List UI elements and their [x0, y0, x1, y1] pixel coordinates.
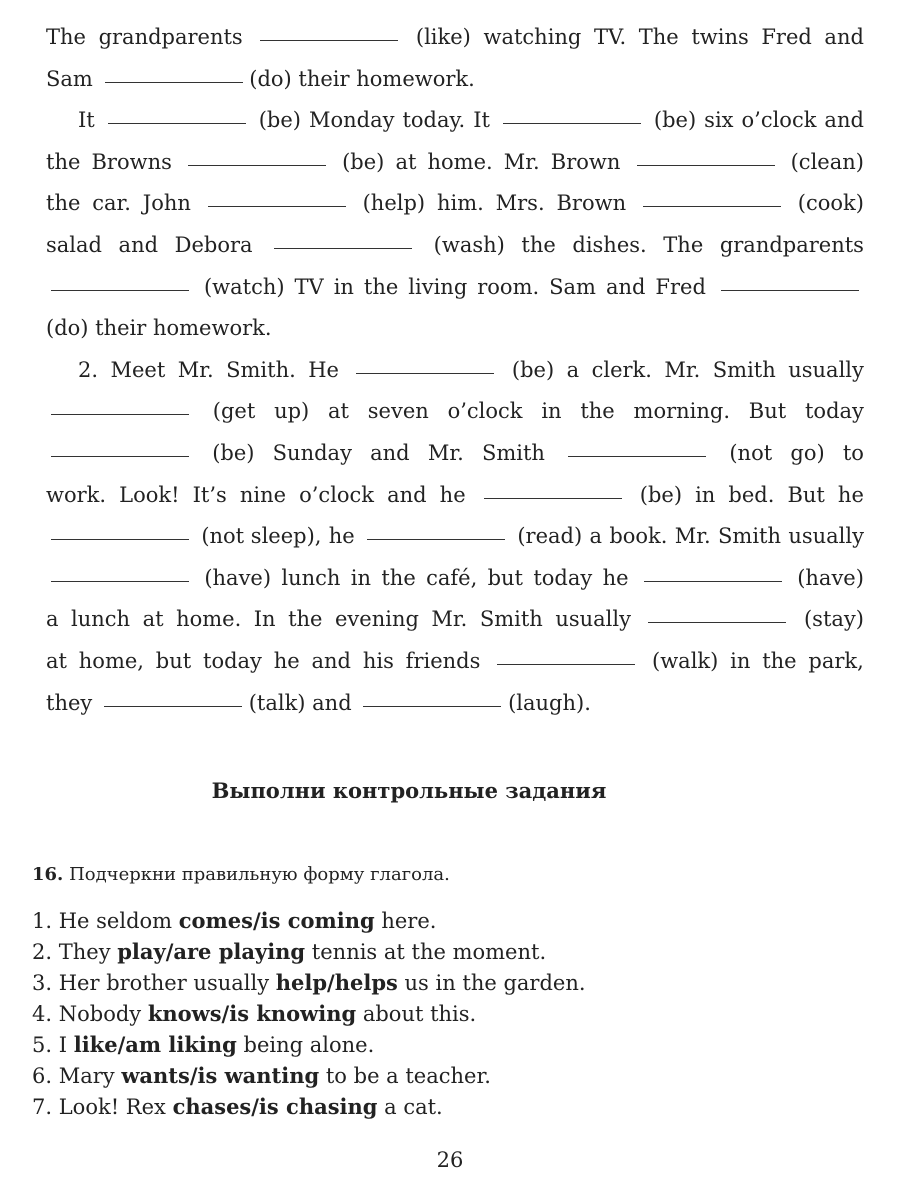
page-number: 26: [436, 1148, 464, 1172]
text-line: [46, 438, 864, 468]
item-text: Mary: [58, 1064, 122, 1088]
word: (have): [797, 565, 864, 590]
answer-blank[interactable]: [637, 164, 775, 166]
word: the: [580, 399, 615, 424]
answer-blank[interactable]: [721, 289, 859, 291]
list-item: [32, 998, 586, 1029]
text-line: [46, 396, 864, 426]
word: at: [328, 399, 349, 424]
list-item: [32, 1060, 586, 1091]
word: salad: [46, 233, 102, 257]
text-line: [46, 105, 864, 135]
item-number: 7.: [32, 1095, 53, 1119]
word: he: [602, 565, 629, 590]
word: The: [46, 25, 86, 49]
word: usually: [555, 607, 631, 632]
answer-blank[interactable]: [104, 705, 242, 707]
word: and: [311, 649, 352, 673]
word: In: [253, 607, 276, 632]
item-number: 4.: [32, 1002, 53, 1026]
word: (do) their homework.: [249, 66, 475, 91]
answer-blank[interactable]: [108, 122, 246, 124]
word: (be): [212, 441, 255, 465]
word: The: [663, 233, 704, 257]
word: he: [328, 524, 355, 549]
word: lunch: [71, 607, 131, 632]
word: today: [533, 565, 593, 590]
word: he: [837, 482, 864, 507]
text-line: [46, 272, 864, 302]
word: dishes.: [572, 233, 647, 257]
item-text: Nobody: [58, 1002, 148, 1026]
word: home.: [427, 149, 493, 174]
word: the: [363, 274, 399, 299]
word: But: [787, 482, 825, 507]
answer-blank[interactable]: [51, 580, 189, 582]
item-number: 5.: [32, 1033, 53, 1057]
word: It: [78, 108, 95, 133]
text-line: [46, 64, 864, 94]
exercise-16-instruction: [32, 862, 450, 888]
word: Sam: [549, 274, 596, 299]
word: (laugh).: [508, 690, 591, 715]
word: (stay): [803, 607, 864, 632]
text-line: [46, 688, 864, 718]
word: at: [142, 607, 164, 632]
word: car.: [92, 191, 131, 216]
text-line: [46, 147, 864, 177]
word: park,: [808, 649, 864, 673]
word: (like): [415, 25, 471, 49]
word: in: [333, 274, 354, 299]
word: café,: [426, 565, 478, 590]
word: in: [541, 399, 562, 424]
word: o’clock: [741, 108, 817, 133]
word: Mr.: [431, 607, 468, 632]
word: (read): [517, 524, 583, 549]
word: (get: [212, 399, 256, 424]
word: (watch): [203, 274, 285, 299]
answer-blank[interactable]: [51, 289, 189, 291]
list-item: [32, 905, 586, 936]
word: and: [370, 441, 410, 465]
word: his: [362, 649, 394, 673]
word: and: [824, 25, 864, 49]
word: in: [695, 482, 716, 507]
answer-blank[interactable]: [188, 164, 326, 166]
answer-blank[interactable]: [51, 538, 189, 540]
verb-choice[interactable]: chases/is chasing: [172, 1094, 378, 1119]
word: and: [387, 482, 427, 507]
word: him.: [436, 191, 484, 216]
word: Mrs.: [495, 191, 545, 216]
word: Sam: [46, 66, 93, 91]
word: Look!: [119, 482, 180, 507]
word: 2.: [78, 357, 99, 382]
word: twins: [691, 25, 749, 49]
word: a: [46, 607, 59, 632]
verb-choice[interactable]: wants/is wanting: [121, 1063, 320, 1088]
item-number: 2.: [32, 940, 53, 964]
word: (wash): [433, 233, 505, 257]
word: o’clock: [447, 399, 523, 424]
word: (be): [342, 149, 385, 174]
word: watching: [483, 25, 582, 49]
word: the: [288, 607, 323, 632]
text-line: [46, 188, 864, 218]
answer-blank[interactable]: [644, 580, 782, 582]
verb-choice[interactable]: play/are playing: [117, 939, 306, 964]
item-number: 6.: [32, 1064, 53, 1088]
word: room.: [477, 274, 540, 299]
answer-blank[interactable]: [105, 81, 243, 83]
answer-blank[interactable]: [208, 205, 346, 207]
word: the: [46, 191, 81, 216]
word: (cook): [797, 191, 864, 216]
word: seven: [367, 399, 429, 424]
answer-blank[interactable]: [51, 413, 189, 415]
word: home,: [78, 649, 144, 673]
word: (be): [511, 357, 555, 382]
verb-choice[interactable]: comes/is coming: [178, 908, 375, 933]
word: (be): [258, 108, 301, 133]
item-text: a cat.: [377, 1095, 443, 1119]
item-text: being alone.: [236, 1033, 375, 1057]
word: (talk) and: [248, 690, 352, 715]
answer-blank[interactable]: [274, 247, 412, 249]
item-number: 3.: [32, 971, 53, 995]
word: Mr.: [674, 524, 711, 549]
word: Smith.: [226, 357, 296, 382]
word: they: [46, 690, 93, 715]
word: lunch: [281, 565, 341, 590]
word: up): [274, 399, 310, 424]
word: Smith: [481, 441, 545, 465]
word: in: [350, 565, 372, 590]
answer-blank[interactable]: [643, 205, 781, 207]
word: (not: [729, 441, 773, 465]
word: (not sleep),: [201, 524, 322, 549]
word: (be): [653, 108, 697, 133]
answer-blank[interactable]: [51, 455, 189, 457]
word: (clean): [790, 149, 864, 174]
section-heading: Выполни контрольные задания: [211, 778, 607, 803]
word: today.: [402, 108, 466, 133]
word: six: [704, 108, 734, 133]
word: Smith: [718, 524, 781, 549]
word: living: [408, 274, 468, 299]
word: Mr.: [664, 357, 701, 382]
item-text: I: [58, 1033, 74, 1057]
text-line: [46, 604, 864, 634]
word: Smith: [479, 607, 543, 632]
word: But: [748, 399, 787, 424]
word: (do) their homework.: [46, 316, 272, 341]
word: Sunday: [272, 441, 352, 465]
word: to: [842, 441, 864, 465]
word: evening: [334, 607, 419, 632]
word: home.: [176, 607, 242, 632]
word: Monday: [308, 108, 395, 133]
verb-choice[interactable]: help/helps: [275, 970, 398, 995]
text-line: [46, 646, 864, 676]
text-line: [46, 480, 864, 510]
word: at: [46, 649, 67, 673]
item-text: Her brother usually: [58, 971, 276, 995]
word: He: [308, 357, 339, 382]
word: TV.: [593, 25, 627, 49]
word: grandparents: [98, 25, 243, 49]
text-line: [46, 230, 864, 260]
word: Fred: [655, 274, 706, 299]
word: the: [762, 649, 797, 673]
word: The: [638, 25, 679, 49]
answer-blank[interactable]: [367, 538, 505, 540]
verb-choice[interactable]: like/am liking: [73, 1032, 237, 1057]
word: friends: [405, 649, 481, 673]
answer-blank[interactable]: [648, 621, 786, 623]
text-line: [46, 563, 864, 593]
exercise-16-items: [32, 905, 586, 1122]
word: but: [487, 565, 524, 590]
word: It’s: [192, 482, 227, 507]
word: work.: [46, 482, 107, 507]
word: a: [566, 357, 580, 382]
item-text: to be a teacher.: [319, 1064, 491, 1088]
word: usually: [788, 524, 864, 549]
word: at: [395, 149, 417, 174]
list-item: [32, 936, 586, 967]
word: clerk.: [591, 357, 652, 382]
list-item: [32, 1091, 586, 1122]
item-text: He seldom: [58, 909, 179, 933]
word: and: [118, 233, 159, 257]
instruction-text: Подчеркни правильную форму глагола.: [69, 864, 450, 885]
text-line: [46, 22, 864, 52]
answer-blank[interactable]: [363, 705, 501, 707]
word: Smith: [712, 357, 776, 382]
word: Browns: [91, 149, 172, 174]
word: today: [804, 399, 864, 424]
word: in: [730, 649, 751, 673]
word: and: [824, 108, 864, 133]
answer-blank[interactable]: [260, 39, 398, 41]
word: go): [790, 441, 825, 465]
word: o’clock: [299, 482, 375, 507]
word: It: [473, 108, 490, 133]
word: today: [203, 649, 262, 673]
answer-blank[interactable]: [484, 497, 622, 499]
word: (have): [204, 565, 272, 590]
word: the: [46, 149, 81, 174]
word: the: [521, 233, 556, 257]
text-line: [46, 521, 864, 551]
item-text: about this.: [356, 1002, 477, 1026]
word: he: [439, 482, 466, 507]
item-text: us in the garden.: [397, 971, 586, 995]
text-line: [46, 313, 864, 343]
answer-blank[interactable]: [503, 122, 641, 124]
word: Mr.: [427, 441, 464, 465]
word: Brown: [550, 149, 621, 174]
word: a: [589, 524, 603, 549]
word: Brown: [556, 191, 627, 216]
item-text: tennis at the moment.: [305, 940, 547, 964]
answer-blank[interactable]: [568, 455, 706, 457]
list-item: [32, 1029, 586, 1060]
item-text: here.: [374, 909, 437, 933]
word: Debora: [174, 233, 253, 257]
word: morning.: [633, 399, 731, 424]
word: Mr.: [177, 357, 214, 382]
item-text: Look! Rex: [58, 1095, 173, 1119]
word: (help): [362, 191, 426, 216]
answer-blank[interactable]: [497, 663, 635, 665]
word: he: [273, 649, 300, 673]
word: usually: [788, 357, 864, 382]
answer-blank[interactable]: [356, 372, 494, 374]
word: grandparents: [719, 233, 864, 257]
item-text: They: [58, 940, 118, 964]
text-line: [46, 355, 864, 385]
word: book.: [609, 524, 668, 549]
list-item: [32, 967, 586, 998]
word: Fred: [761, 25, 812, 49]
word: and: [605, 274, 646, 299]
verb-choice[interactable]: knows/is knowing: [147, 1001, 357, 1026]
word: Meet: [110, 357, 166, 382]
word: nine: [239, 482, 287, 507]
word: (be): [639, 482, 683, 507]
word: (walk): [652, 649, 719, 673]
word: bed.: [728, 482, 775, 507]
word: but: [155, 649, 192, 673]
word: the: [381, 565, 416, 590]
word: Mr.: [503, 149, 540, 174]
item-number: 1.: [32, 909, 53, 933]
word: John: [142, 191, 191, 216]
exercise-number: 16.: [32, 864, 64, 885]
word: TV: [294, 274, 324, 299]
